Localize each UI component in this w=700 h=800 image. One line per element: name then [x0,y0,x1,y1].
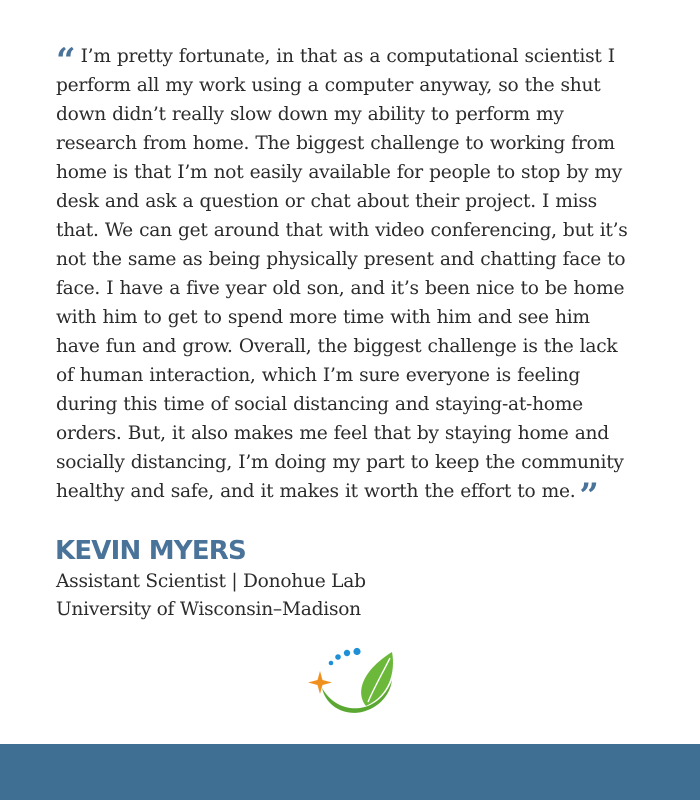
close-quote-icon: ” [579,476,596,516]
quote-line-2: perform all my work using a computer anyway, so the shut [56,75,601,96]
quote-line-15: socially distancing, I’m doing my part to keep the community [56,452,624,473]
quote-line-12: of human interaction, which I’m sure everyone is feeling [56,365,581,386]
logo-dot-4 [353,648,360,655]
glbrc-leaf-star-logo-icon [304,644,396,720]
logo-dot-1 [329,661,334,666]
open-quote-icon: “ [56,41,73,81]
quote-line-16 [56,476,656,516]
footer-band [0,744,700,800]
quote-line-6: desk and ask a question or chat about their project. I miss [56,191,597,212]
quote-line-9: face. I have a five year old son, and it’s been nice to be home [56,278,625,299]
quote-line-5: home is that I’m not easily available for people to stop by my [56,162,623,183]
quote-line-7: that. We can get around that with video conferencing, but it’s [56,220,628,241]
quote-line-11: have fun and grow. Overall, the biggest challenge is the lack [56,336,618,357]
quote-line-1 [56,41,656,81]
quote-line-14: orders. But, it also makes me feel that by staying home and [56,423,609,444]
quote-line-13: during this time of social distancing and staying-at-home [56,394,583,415]
author-organization: University of Wisconsin–Madison [56,599,361,620]
quote-line-8: not the same as being physically present and chatting face to [56,249,626,270]
logo-dot-2 [335,654,341,660]
quote-line-10: with him to get to spend more time with him and see him [56,307,590,328]
quote-line-text: healthy and safe, and it makes it worth the effort to me. [56,481,576,502]
author-name: KEVIN MYERS [55,536,246,566]
logo-dot-3 [344,650,350,656]
logo-star [308,671,332,694]
quote-line-text: I’m pretty fortunate, in that as a computational scientist I [80,46,615,67]
author-title: Assistant Scientist | Donohue Lab [56,571,366,592]
quote-line-4: research from home. The biggest challenge to working from [56,133,615,154]
testimonial-quote [56,41,656,516]
quote-line-3: down didn’t really slow down my ability to perform my [56,104,564,125]
